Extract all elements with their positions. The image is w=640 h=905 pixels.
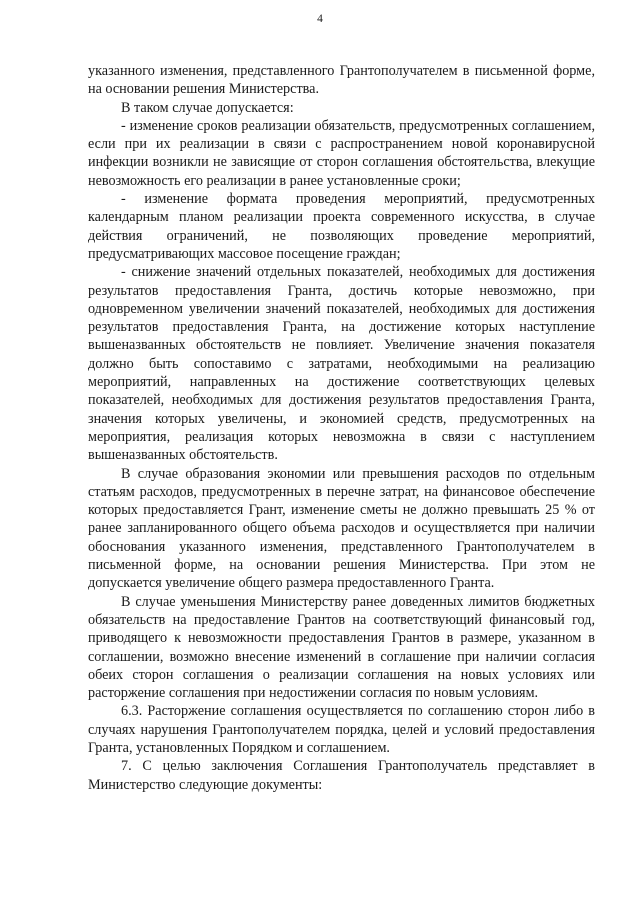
paragraph-6-3: 6.3. Расторжение соглашения осуществляется по соглашению сторон либо в случаях нарушения Грантополучателем порядка, целей и условий предоставления Гранта, установленных Порядком и соглашением. <box>88 703 595 756</box>
page-number: 4 <box>317 13 323 25</box>
paragraph-limits: В случае уменьшения Министерству ранее доведенных лимитов бюджетных обязательств на предоставление Грантов на соответствующий финансовый год, приводящего к невозможности предоставления Грантов в размере, указанном в соглашении, возможно внесение изменений в соглашение при наличии согласия обеих сторон соглашения о реализации соглашения на новых условиях или расторжение соглашения при недостижении согласия по новым условиям. <box>88 593 595 702</box>
list-item-deadlines: - изменение сроков реализации обязательств, предусмотренных соглашением, если при их реализации в связи с распространением новой коронавирусной инфекции возникли не зависящие от сторон соглашения обстоятельства, влекущие невозможность его реализации в ранее установленные сроки; <box>88 117 595 189</box>
list-item-indicators: - снижение значений отдельных показателей, необходимых для достижения результатов предоставления Гранта, достичь которые невозможно, при одновременном увеличении значений показателей, необходимых для достижения результатов предоставления Гранта, на достижение которых наступление вышеназванных обстоятельств не повлияет. Увеличение значения показателя должно быть сопоставимо с затратами, необходимыми на реализацию мероприятий, направленных на достижение соответствующих целевых показателей, необходимых для достижения результатов предоставления Гранта, значения которых увеличены, и экономией средств, предусмотренных на мероприятия, реализация которых невозможна в связи с наступлением вышеназванных обстоятельств. <box>88 264 595 464</box>
paragraph-2: В таком случае допускается: <box>121 99 294 116</box>
document-body <box>88 62 595 794</box>
paragraph-savings: В случае образования экономии или превышения расходов по отдельным статьям расходов, предусмотренных в перечне затрат, на финансовое обеспечение которых предоставляется Грант, изменение сметы не должно превышать 25 % от ранее запланированного общего объема расходов и осуществляется при наличии обоснования указанного изменения, представленного Грантополучателем в письменной форме, на основании решения Министерства. При этом не допускается увеличение общего размера предоставленного Гранта. <box>88 465 595 592</box>
list-item-event-format: - изменение формата проведения мероприятий, предусмотренных календарным планом реализации проекта современного искусства, в случае действия ограничений, не позволяющих проведение мероприятий, предусматривающих массовое посещение граждан; <box>88 191 595 262</box>
paragraph-7: 7. С целью заключения Соглашения Грантополучатель представляет в Министерство следующие документы: <box>88 758 595 793</box>
paragraph-1: указанного изменения, представленного Грантополучателем в письменной форме, на основании решения Министерства. <box>88 63 595 98</box>
